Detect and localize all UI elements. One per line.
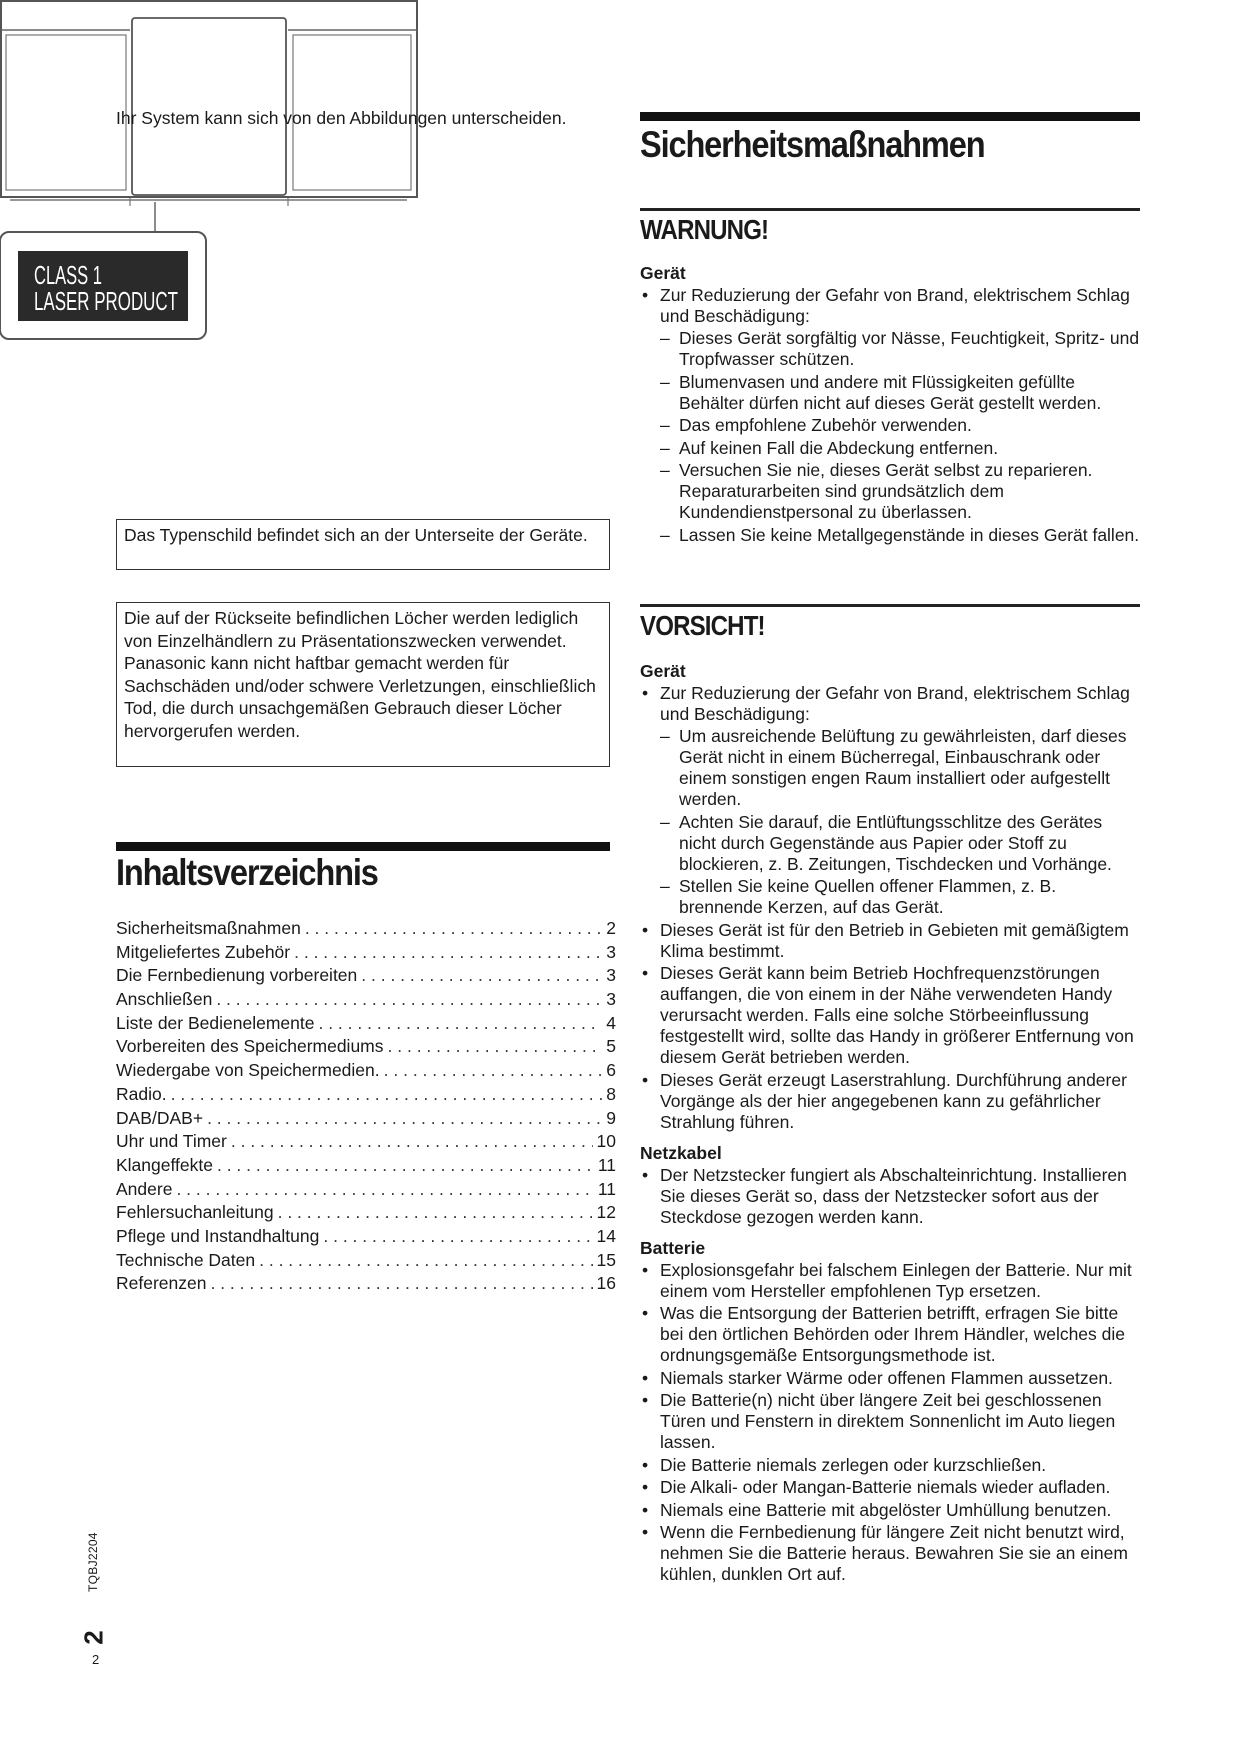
laser-label-line2: LASER PRODUCT [34, 286, 179, 316]
warning-dash-item: – Versuchen Sie nie, dieses Gerät selbst zu reparieren. Reparaturarbeiten sind grundsätzlich dem Kundendienstpersonal zu überlassen. [660, 460, 1140, 523]
warning-dash-item: – Auf keinen Fall die Abdeckung entfernen. [660, 438, 1140, 459]
toc-row[interactable]: Pflege und Instandhaltung . . . 14 [116, 1226, 616, 1250]
caution-dash-item: – Achten Sie darauf, die Entlüftungsschlitze des Gerätes nicht durch Gegenstände aus Papier oder Stoff zu blockieren, z. B. Zeitungen, Tischdecken und Vorhänge. [660, 812, 1140, 875]
holes-note-p2: Panasonic kann nicht haftbar gemacht werden für Sachschäden und/oder schwere Verletzungen, einschließlich Tod, die durch unsachgemäßen Gebrauch dieser Löcher hervorgerufen werden. [124, 653, 596, 741]
caution-dash-item: – Stellen Sie keine Quellen offener Flammen, z. B. brennende Kerzen, auf das Gerät. [660, 876, 1140, 918]
document-code: TQBJ2204 [86, 1532, 100, 1592]
battery-bullet: • Die Batterie(n) nicht über längere Zeit bei geschlossenen Türen und Fenstern in direktem Sonnenlicht im Auto liegen lassen. [640, 1390, 1140, 1453]
toc-row[interactable]: Die Fernbedienung vorbereiten . . . 3 [116, 965, 616, 989]
intro-text: Ihr System kann sich von den Abbildungen unterscheiden. [116, 108, 567, 128]
caution-subhead: Gerät [640, 661, 686, 681]
caution-section [640, 661, 1140, 1587]
toc-row[interactable]: Fehlersuchanleitung . . . 12 [116, 1202, 616, 1226]
page-number-large: 2 [78, 1630, 109, 1645]
battery-subhead: Batterie [640, 1237, 706, 1258]
battery-bullet: • Niemals starker Wärme oder offenen Flammen aussetzen. [640, 1368, 1140, 1389]
toc-row[interactable]: DAB/DAB+ . . . 9 [116, 1108, 616, 1132]
toc-row[interactable]: Radio. . . . 8 [116, 1084, 616, 1108]
safety-title: Sicherheitsmaßnahmen [640, 124, 985, 165]
battery-bullet: • Was die Entsorgung der Batterien betrifft, erfragen Sie bitte bei den örtlichen Behörden oder Ihrem Händler, welches die ordnungsgemäße Entsorgungsmethode ist. [640, 1303, 1140, 1366]
warning-bullet: • Zur Reduzierung der Gefahr von Brand, elektrischem Schlag und Beschädigung: – Dieses Gerät sorgfältig vor Nässe, Feuchtigkeit, Spritz- und Tropfwasser schützen. – Blumenvasen und andere mit Flüssigkeiten gefüllte Behälter dürfen nicht auf dieses Gerät gestellt werden. – Das empfohlene Zubehör verwenden. – Auf keinen Fall die Abdeckung entfernen. – Versuchen Sie nie, dieses Gerät selbst zu reparieren. Reparaturarbeiten sind grundsätzlich dem Kundendienstpersonal zu überlassen. – Lassen Sie keine Metallgegenstände in dieses Gerät fallen. [640, 285, 1140, 546]
holes-note [116, 602, 610, 767]
toc-row[interactable]: Vorbereiten des Speichermediums . . . 5 [116, 1036, 616, 1060]
caution-bullet: • Dieses Gerät erzeugt Laserstrahlung. Durchführung anderer Vorgänge als der hier angegebenen kann zu gefährlicher Strahlung führen. [640, 1070, 1140, 1133]
toc-row[interactable]: Liste der Bedienelemente . . . 4 [116, 1013, 616, 1037]
toc-row[interactable]: Uhr und Timer . . . 10 [116, 1131, 616, 1155]
holes-note-p1: Die auf der Rückseite befindlichen Löcher werden lediglich von Einzelhändlern zu Präsentationszwecken verwendet. [124, 608, 579, 651]
toc-row[interactable]: Andere . . . 11 [116, 1179, 616, 1203]
warning-heading: WARNUNG! [640, 214, 769, 245]
warning-divider [640, 208, 1140, 211]
toc-row[interactable]: Technische Daten . . . 15 [116, 1250, 616, 1274]
toc-row[interactable]: Klangeffekte . . . 11 [116, 1155, 616, 1179]
cable-subhead: Netzkabel [640, 1142, 722, 1163]
toc-row[interactable]: Mitgeliefertes Zubehör . . . 3 [116, 942, 616, 966]
caution-dash-item: – Um ausreichende Belüftung zu gewährleisten, darf dieses Gerät nicht in einem Bücherregal, Einbauschrank oder einem sonstigen engen Raum installiert oder aufgestellt werden. [660, 726, 1140, 810]
safety-divider [640, 112, 1140, 121]
battery-bullet: • Die Alkali- oder Mangan-Batterie niemals wieder aufladen. [640, 1477, 1140, 1498]
toc-row[interactable]: Wiedergabe von Speichermedien. . . . 6 [116, 1060, 616, 1084]
type-plate-note: Das Typenschild befindet sich an der Unterseite der Geräte. [116, 519, 610, 570]
caution-bullet: • Dieses Gerät kann beim Betrieb Hochfrequenzstörungen auffangen, die von einem in der Nähe verwendeten Handy verursacht werden. Falls eine solche Störbeeinflussung festgestellt wird, sollte das Handy in größerer Entfernung von diesem Gerät betrieben werden. [640, 963, 1140, 1068]
cable-bullet: • Der Netzstecker fungiert als Abschalteinrichtung. Installieren Sie dieses Gerät so, dass der Netzstecker sofort aus der Steckdose gezogen werden kann. [640, 1165, 1140, 1228]
warning-dash-item: – Das empfohlene Zubehör verwenden. [660, 415, 1140, 436]
caution-bullet: • Zur Reduzierung der Gefahr von Brand, elektrischem Schlag und Beschädigung: – Um ausreichende Belüftung zu gewährleisten, darf dieses Gerät nicht in einem Bücherregal, Einbauschrank oder einem sonstigen engen Raum installiert oder aufgestellt werden. – Achten Sie darauf, die Entlüftungsschlitze des Gerätes nicht durch Gegenstände aus Papier oder Stoff zu blockieren, z. B. Zeitungen, Tischdecken und Vorhänge. – Stellen Sie keine Quellen offener Flammen, z. B. brennende Kerzen, auf das Gerät. [640, 683, 1140, 918]
battery-bullet: • Explosionsgefahr bei falschem Einlegen der Batterie. Nur mit einem vom Hersteller empfohlenen Typ ersetzen. [640, 1260, 1140, 1302]
caution-divider [640, 604, 1140, 607]
laser-label-line1: CLASS 1 [34, 260, 102, 290]
caution-heading: VORSICHT! [640, 610, 765, 641]
device-illustration [0, 0, 430, 345]
battery-bullet: • Wenn die Fernbedienung für längere Zeit nicht benutzt wird, nehmen Sie die Batterie heraus. Bewahren Sie sie an einem kühlen, dunklen Ort auf. [640, 1522, 1140, 1585]
toc-title: Inhaltsverzeichnis [116, 852, 378, 893]
warning-dash-item: – Blumenvasen und andere mit Flüssigkeiten gefüllte Behälter dürfen nicht auf dieses Gerät gestellt werden. [660, 372, 1140, 414]
warning-dash-item: – Dieses Gerät sorgfältig vor Nässe, Feuchtigkeit, Spritz- und Tropfwasser schützen. [660, 328, 1140, 370]
table-of-contents [116, 918, 616, 1297]
battery-bullet: • Die Batterie niemals zerlegen oder kurzschließen. [640, 1455, 1140, 1476]
warning-subhead: Gerät [640, 263, 686, 283]
toc-row[interactable]: Referenzen . . . 16 [116, 1273, 616, 1297]
page-number-small: 2 [92, 1652, 100, 1667]
warning-dash-item: – Lassen Sie keine Metallgegenstände in dieses Gerät fallen. [660, 525, 1140, 546]
battery-bullet: • Niemals eine Batterie mit abgelöster Umhüllung benutzen. [640, 1500, 1140, 1521]
toc-divider [116, 842, 610, 851]
toc-row[interactable]: Anschließen . . . 3 [116, 989, 616, 1013]
caution-bullet: • Dieses Gerät ist für den Betrieb in Gebieten mit gemäßigtem Klima bestimmt. [640, 920, 1140, 962]
toc-row[interactable]: Sicherheitsmaßnahmen . . . 2 [116, 918, 616, 942]
warning-section [640, 263, 1140, 547]
